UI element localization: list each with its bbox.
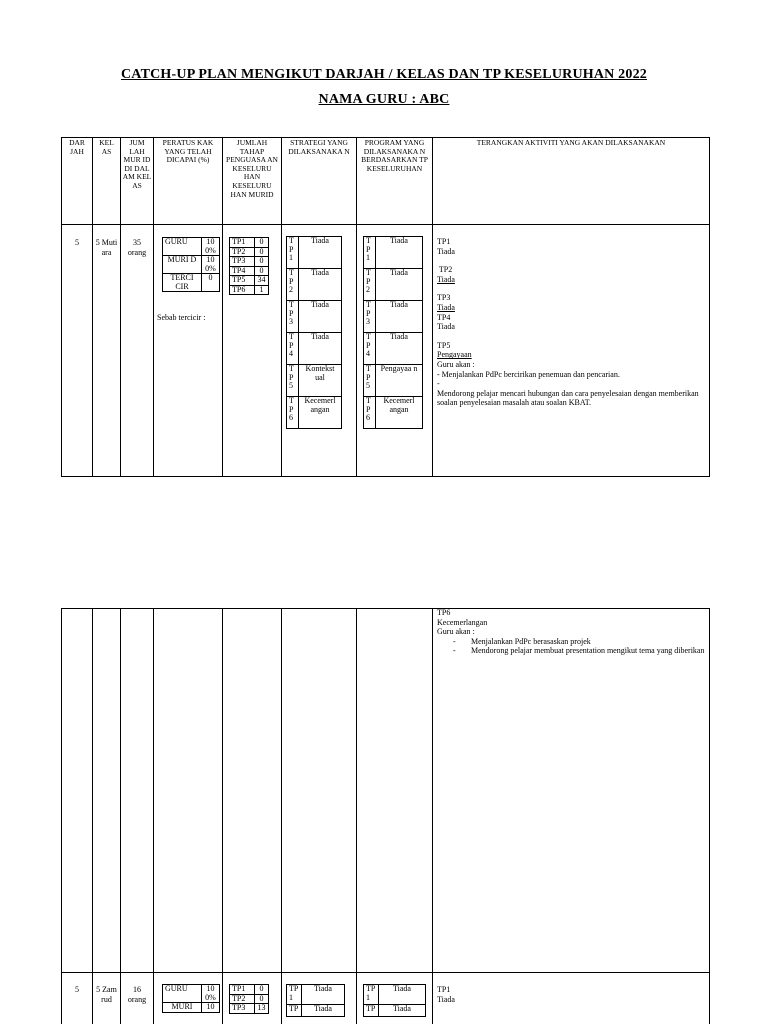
aktiviti-tp1-value: Tiada — [437, 246, 455, 256]
strategi-text: Tiada — [299, 237, 342, 269]
strategi-text: Kecemerl angan — [299, 397, 342, 429]
row1-peratus-table — [162, 237, 220, 292]
aktiviti-tp1-value: Tiada — [437, 994, 455, 1004]
tp-value: 0 — [255, 238, 269, 248]
row1-program-table — [363, 236, 423, 429]
program-text: Tiada — [379, 985, 426, 1005]
aktiviti-line1: - Menjalankan PdPc bercirikan penemuan dan pencarian. — [437, 369, 620, 379]
header-terangkan: TERANGKAN AKTIVITI YANG AKAN DILAKSANAKAN — [476, 138, 666, 147]
row2-jumlah: 16 orang — [127, 985, 147, 1004]
program-tp: T P 2 — [364, 269, 376, 301]
aktiviti-tp6: TP6 — [437, 608, 451, 617]
page2-aktiviti — [437, 608, 705, 656]
strategi-text: Tiada — [302, 1005, 345, 1017]
program-text: Tiada — [379, 1005, 426, 1017]
tp-value: 0 — [255, 257, 269, 267]
peratus-label: TERCI CIR — [163, 274, 202, 292]
row2-tp-table — [229, 984, 269, 1014]
strategi-tp: T P 2 — [287, 269, 299, 301]
strategi-text: Tiada — [299, 301, 342, 333]
program-tp: T P 3 — [364, 301, 376, 333]
row1-sebab-tercicir: Sebab tercicir : — [157, 313, 206, 322]
row2-strategi-table — [286, 984, 345, 1017]
program-text: Kecemerl angan — [376, 397, 423, 429]
peratus-value: 10 — [202, 1003, 220, 1013]
tp-label: TP4 — [230, 266, 255, 276]
strategi-tp: T P 4 — [287, 333, 299, 365]
header-darjah: DAR JAH — [69, 138, 85, 156]
row1-aktiviti — [437, 237, 705, 408]
strategi-tp: TP 1 — [287, 985, 302, 1005]
peratus-label: MURI D — [163, 256, 202, 274]
program-tp: T P 6 — [364, 397, 376, 429]
strategi-tp: TP — [287, 1005, 302, 1017]
strategi-text: Kontekst ual — [299, 365, 342, 397]
aktiviti-tp2-value: Tiada — [437, 274, 455, 284]
tp-label: TP2 — [230, 247, 255, 257]
program-tp: TP 1 — [364, 985, 379, 1005]
row2-peratus-table — [162, 984, 220, 1013]
program-text: Tiada — [376, 269, 423, 301]
tp-value: 34 — [255, 276, 269, 286]
program-tp: T P 1 — [364, 237, 376, 269]
row2-darjah: 5 — [75, 985, 79, 994]
tp-label: TP2 — [230, 994, 255, 1004]
row2-program-table — [363, 984, 426, 1017]
program-text: Tiada — [376, 237, 423, 269]
strategi-text: Tiada — [299, 269, 342, 301]
program-text: Tiada — [376, 333, 423, 365]
tp-value: 0 — [255, 266, 269, 276]
strategi-tp: T P 3 — [287, 301, 299, 333]
row2-aktiviti — [437, 985, 705, 1004]
peratus-value: 0 — [202, 274, 220, 292]
tp-label: TP3 — [230, 257, 255, 267]
peratus-label: GURU — [163, 238, 202, 256]
tp-value: 0 — [255, 247, 269, 257]
tp-value: 0 — [255, 994, 269, 1004]
teacher-name: NAMA GURU : ABC — [318, 92, 450, 107]
aktiviti-line3: Mendorong pelajar mencari hubungan dan cara penyelesaian dengan memberikan soalan penyelesaian masalah atau soalan KBAT. — [437, 388, 699, 408]
peratus-value: 10 0% — [202, 256, 220, 274]
tp-label: TP6 — [230, 285, 255, 295]
strategi-text: Tiada — [299, 333, 342, 365]
aktiviti-list — [437, 637, 705, 656]
aktiviti-tp4-value: Tiada — [437, 322, 455, 332]
tp-value: 0 — [255, 985, 269, 995]
program-tp: T P 4 — [364, 333, 376, 365]
document-title: CATCH-UP PLAN MENGIKUT DARJAH / KELAS DAN TP KESELURUHAN 2022 — [121, 67, 647, 82]
aktiviti-tp4: TP4 — [437, 312, 451, 322]
list-item: - Mendorong pelajar membuat presentation mengikut tema yang diberikan — [471, 646, 705, 656]
tp-label: TP5 — [230, 276, 255, 286]
strategi-tp: T P 6 — [287, 397, 299, 429]
header-peratus: PERATUS KAK YANG TELAH DICAPAI (%) — [162, 138, 214, 165]
aktiviti-guru-akan: Guru akan : — [437, 627, 475, 637]
header-jumlah-tahap: JUMLAH TAHAP PENGUASA AN KESELURU HAN KESELURU HAN MURID — [226, 138, 278, 199]
program-text: Tiada — [376, 301, 423, 333]
tp-value: 13 — [255, 1004, 269, 1014]
header-jumlah-murid: JUM LAH MUR ID DI DAL AM KEL AS — [122, 138, 152, 190]
aktiviti-tp3: TP3 — [437, 293, 451, 303]
row1-kelas: 5 Muti ara — [95, 238, 118, 257]
list-item: - Menjalankan PdPc berasaskan projek — [471, 637, 705, 647]
row2-kelas: 5 Zam rud — [96, 985, 117, 1004]
strategi-tp: T P 1 — [287, 237, 299, 269]
aktiviti-tp6-value: Kecemerlangan — [437, 617, 488, 627]
peratus-label: GURU — [163, 985, 202, 1003]
peratus-value: 10 0% — [202, 985, 220, 1003]
row1-jumlah: 35 orang — [127, 238, 147, 257]
aktiviti-tp2: TP2 — [437, 265, 453, 275]
tp-label: TP1 — [230, 985, 255, 995]
program-tp: TP — [364, 1005, 379, 1017]
row1-tp-table — [229, 237, 269, 295]
strategi-tp: T P 5 — [287, 365, 299, 397]
program-text: Pengayaa n — [376, 365, 423, 397]
tp-label: TP3 — [230, 1004, 255, 1014]
aktiviti-tp1: TP1 — [437, 237, 451, 246]
header-strategi: STRATEGI YANG DILAKSANAKA N — [288, 138, 350, 156]
row1-darjah: 5 — [75, 238, 79, 247]
tp-value: 1 — [255, 285, 269, 295]
row1-strategi-table — [286, 236, 342, 429]
peratus-value: 10 0% — [202, 238, 220, 256]
aktiviti-tp3-value: Tiada — [437, 302, 455, 312]
header-program: PROGRAM YANG DILAKSANAKA N BERDASARKAN TP KESELURUHAN — [361, 138, 428, 173]
program-tp: T P 5 — [364, 365, 376, 397]
aktiviti-guru-akan: Guru akan : — [437, 359, 475, 369]
aktiviti-tp5-value: Pengayaan — [437, 350, 472, 360]
strategi-text: Tiada — [302, 985, 345, 1005]
header-kelas: KEL AS — [99, 138, 114, 156]
peratus-label: MURI — [163, 1003, 202, 1013]
aktiviti-tp1: TP1 — [437, 985, 451, 994]
aktiviti-line2: - — [437, 379, 440, 389]
aktiviti-tp5: TP5 — [437, 340, 451, 350]
tp-label: TP1 — [230, 238, 255, 248]
